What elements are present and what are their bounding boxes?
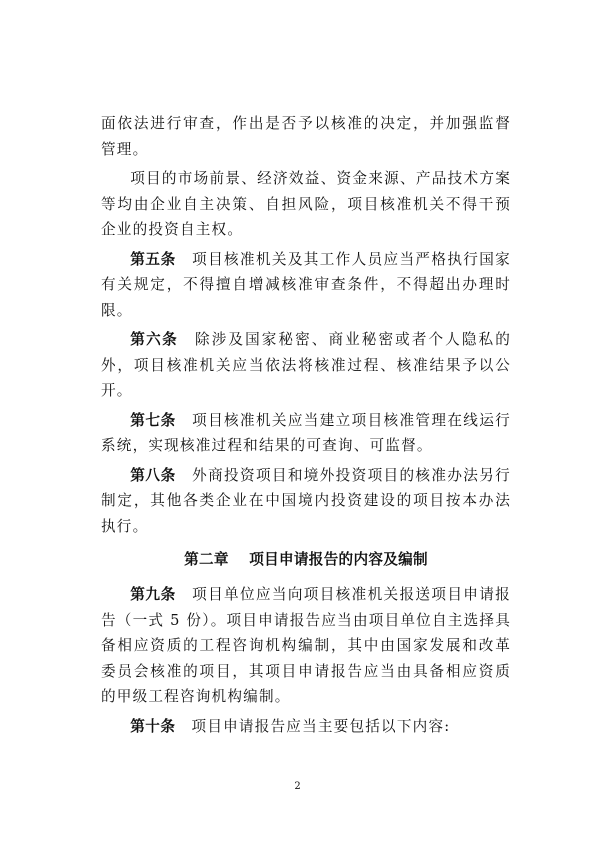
chapter-heading — [101, 547, 511, 572]
paragraph — [101, 714, 511, 740]
paragraph — [101, 247, 511, 324]
paragraph-text: 项目核准机关应当建立项目核准管理在线运行系统，实现核准过程和结果的可查询、可监督。 — [101, 411, 511, 454]
paragraph-text: 项目核准机关及其工作人员应当严格执行国家有关规定，不得擅自增减核准审查条件，不得超出办理时限。 — [101, 250, 511, 319]
article-section — [101, 111, 511, 539]
chapter-number: 第二章 — [184, 551, 229, 568]
page-number: 2 — [294, 781, 301, 792]
article-label: 第九条 — [130, 586, 176, 603]
paragraph-text: 项目的市场前景、经济效益、资金来源、产品技术方案等均由企业自主决策、自担风险，项目核准机关不得干预企业的投资自主权。 — [101, 170, 511, 238]
document-body — [101, 111, 511, 743]
paragraph-text: 面依法进行审查，作出是否予以核准的决定，并加强监督管理。 — [101, 115, 511, 158]
article-label: 第十条 — [130, 717, 176, 735]
paragraph — [101, 463, 511, 540]
article-label: 第八条 — [130, 466, 176, 484]
paragraph — [101, 327, 511, 404]
article-label: 第五条 — [130, 250, 176, 268]
chapter-title: 项目申请报告的内容及编制 — [249, 551, 428, 568]
article-label: 第六条 — [130, 331, 179, 348]
paragraph-text: 项目申请报告应当主要包括以下内容: — [191, 717, 451, 735]
article-section — [101, 582, 511, 739]
paragraph — [101, 166, 511, 243]
paragraph-text: 除涉及国家秘密、商业秘密或者个人隐私的外，项目核准机关应当依法将核准过程、核准结果予以公开。 — [101, 331, 511, 399]
article-label: 第七条 — [130, 411, 176, 429]
paragraph — [101, 111, 511, 162]
paragraph-text: 项目单位应当向项目核准机关报送项目申请报告（一式 5 份）。项目申请报告应当由项目单位自主选择具备相应资质的工程咨询机构编制，其中由国家发展和改革委员会核准的项目，其项目申请报告应当由具备相应资质的甲级工程咨询机构编制。 — [101, 586, 511, 705]
paragraph-text: 外商投资项目和境外投资项目的核准办法另行制定，其他各类企业在中国境内投资建设的项目按本办法执行。 — [101, 466, 511, 535]
paragraph — [101, 582, 511, 710]
paragraph — [101, 408, 511, 459]
